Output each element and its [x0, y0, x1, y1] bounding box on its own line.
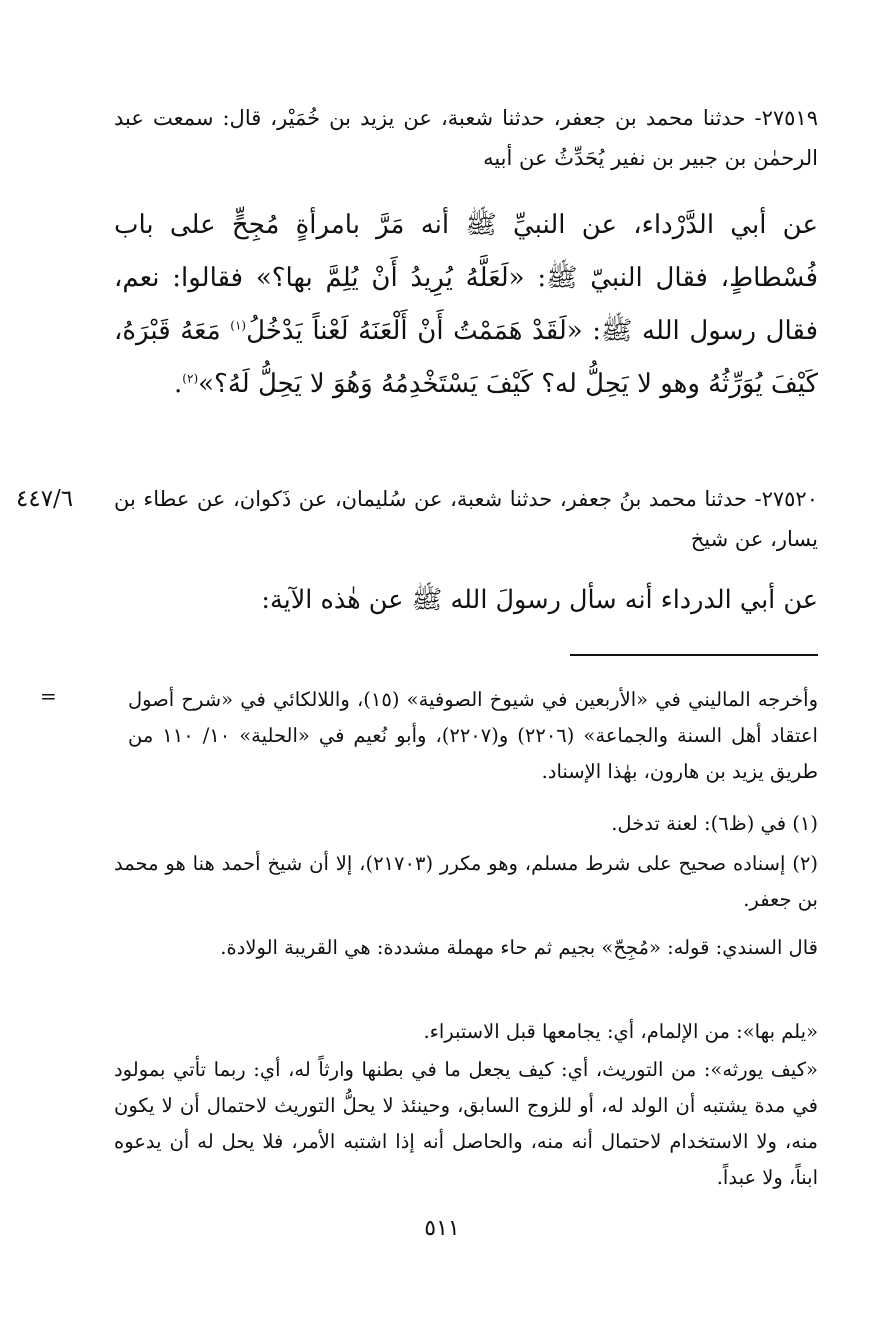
footnote-kayfa: «كيف يورثه»: من التوريث، أي: كيف يجعل ما في بطنها وارثاً له، أي: ربما تأتي بمولود في مدة يشتبه أن الولد له، أو للزوج السابق، وحينئذ لا يحلُّ التوريث لاحتمال أن لا يكون منه، ولا الاستخدام لاحتمال أنه منه، والحاصل أنه إذا اشتبه الأمر، فلا يحل له أن يدعوه ابناً، ولا عبداً. [114, 1058, 818, 1189]
footnote-marker-2[interactable]: (٢) [182, 371, 199, 386]
page-number: ٥١١ [424, 1216, 460, 1241]
matn-text: مَعَهُ قَبْرَهُ، كَيْفَ يُوَرِّثُهُ وهو لا يَحِلُّ له؟ كَيْفَ يَسْتَخْدِمُهُ وَهُوَ لا يَحِلُّ لَهُ؟» [114, 316, 818, 399]
footnote-2: (٢) إسناده صحيح على شرط مسلم، وهو مكرر (٢١٧٠٣)، إلا أن شيخ أحمد هنا هو محمد بن جعفر. [114, 852, 818, 911]
footnote-yulim: «يلم بها»: من الإلمام، أي: يجامعها قبل الاستبراء. [423, 1020, 818, 1043]
footnote-marker-1[interactable]: (١) [230, 318, 247, 333]
footnote-separator [570, 654, 818, 656]
margin-reference: ٤٤٧/٦ [16, 486, 74, 512]
hadith-27519-matn [114, 199, 818, 411]
footnote-sindi: قال السندي: قوله: «مُجِحّ» بجيم ثم حاء مهملة مشددة: هي القريبة الولادة. [220, 936, 818, 959]
hadith-27520-matn: عن أبي الدرداء أنه سأل رسولَ الله ﷺ عن هٰذه الآية: [261, 585, 818, 615]
hadith-27519-chain: ٢٧٥١٩- حدثنا محمد بن جعفر، حدثنا شعبة، عن يزيد بن خُمَيْر، قال: سمعت عبد الرحمٰن بن جبير بن نفير يُحَدِّثُ عن أبيه [114, 106, 818, 170]
footnote-continuation: وأخرجه الماليني في «الأربعين في شيوخ الصوفية» (١٥)، واللالكائي في «شرح أصول اعتقاد أهل السنة والجماعة» (٢٢٠٦) و(٢٢٠٧)، وأبو نُعيم في «الحلية» ١٠/ ١١٠ من طريق يزيد بن هارون، بهٰذا الإسناد. [128, 688, 818, 783]
footnote-1: (١) في (ظ٦): لعنة تدخل. [611, 812, 818, 835]
matn-end: . [174, 369, 183, 399]
hadith-27520-chain: ٢٧٥٢٠- حدثنا محمد بنُ جعفر، حدثنا شعبة، عن سُليمان، عن ذَكوان، عن عطاء بن يسار، عن شيخ [114, 487, 818, 551]
continuation-mark: = [40, 684, 57, 708]
matn-text: عن أبي الدَّرْداء، عن النبيِّ ﷺ أنه مَرَّ بامرأةٍ مُجِحٍّ على باب فُسْطاطٍ، فقال النبيّ ﷺ: «لَعَلَّهُ يُرِيدُ أَنْ يُلِمَّ بها؟» فقالوا: نعم، فقال رسول الله ﷺ: «لَقَدْ هَمَمْتُ أَنْ أَلْعَنَهُ لَعْناً يَدْخُلُ [114, 210, 818, 346]
